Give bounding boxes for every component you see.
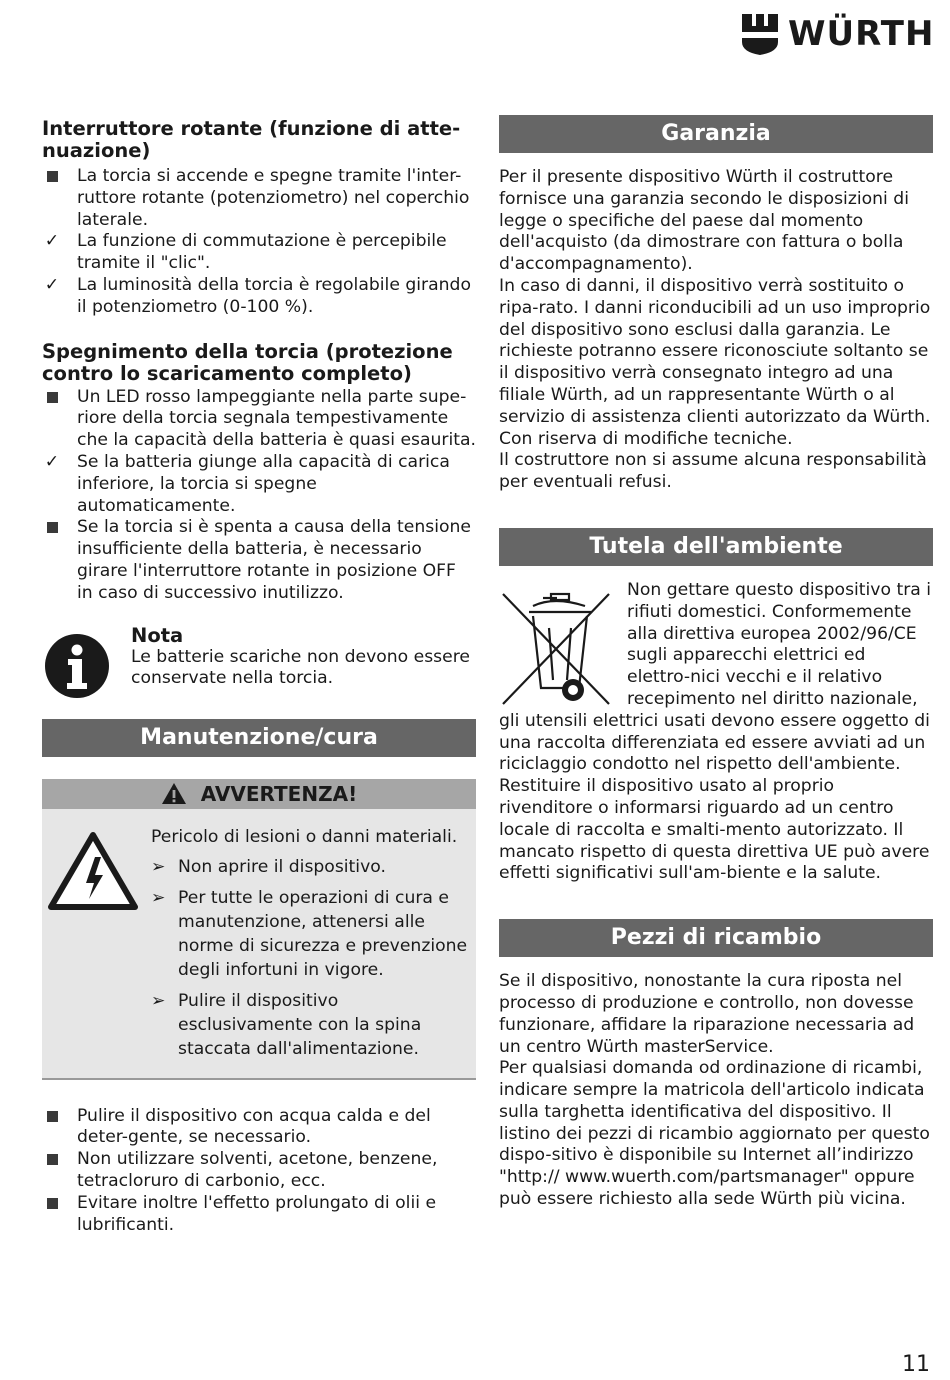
shutdown-list	[42, 387, 476, 605]
rotary-switch-list	[42, 166, 476, 319]
warning-list	[151, 855, 468, 1061]
warning-triangle-icon	[161, 782, 187, 805]
square-bullet-icon	[42, 1193, 62, 1216]
warranty-header: Garanzia	[499, 115, 933, 153]
list-item: ➢ Per tutte le operazioni di cura e manutenzione, attenersi alle norme di sicurezza e prevenzione degli infortuni in vigore.	[151, 887, 468, 980]
list-item: ✓ Se la batteria giunge alla capacità di carica inferiore, la torcia si spegne automaticamente.	[42, 452, 476, 517]
wurth-logo	[740, 12, 935, 58]
environment-section	[499, 580, 933, 885]
shutdown-heading: Spegnimento della torcia (protezione contro lo scaricamento completo)	[42, 339, 453, 385]
maintenance-header: Manutenzione/cura	[42, 719, 476, 757]
wurth-shield-icon	[740, 12, 780, 56]
list-item: Non utilizzare solventi, acetone, benzene, tetracloruro di carbonio, ecc.	[42, 1149, 476, 1193]
info-icon	[44, 633, 110, 699]
check-mark-icon: ✓	[44, 231, 60, 252]
list-item: La torcia si accende e spegne tramite l'inter-ruttore rotante (potenziometro) nel coperchio laterale.	[42, 166, 476, 231]
warranty-text	[499, 167, 933, 494]
crossed-bin-icon	[499, 588, 617, 708]
high-voltage-icon	[48, 831, 138, 911]
paragraph: Per qualsiasi domanda od ordinazione di ricambi, indicare sempre la matricola dell'articolo indicata sulla targhetta identificativa del dispositivo. Il listino dei pezzi di ricambio aggiornato per questo dispo-sitivo è disponibile su Internet all’indirizzo "http:// www.wuerth.com/partsmanager" oppure può essere richiesto alla sede Würth più vicina.	[499, 1058, 930, 1210]
list-item: Se la torcia si è spenta a causa della tensione insufficiente della batteria, è necessario girare l'interruttore rotante in posizione OFF in caso di successivo inutilizzo.	[42, 517, 476, 604]
square-bullet-icon	[42, 517, 62, 540]
check-mark-icon: ✓	[44, 451, 60, 472]
arrow-bullet-icon: ➢	[151, 990, 166, 1011]
left-column	[42, 118, 476, 1236]
warning-label: AVVERTENZA!	[200, 781, 358, 806]
warning-intro: Pericolo di lesioni o danni materiali.	[151, 826, 458, 847]
right-column	[499, 115, 933, 1211]
list-item: Un LED rosso lampeggiante nella parte supe-riore della torcia segnala tempestivamente che la capacità della batteria è quasi esaurita.	[42, 387, 476, 452]
spare-parts-text	[499, 971, 933, 1211]
check-mark-icon: ✓	[44, 274, 60, 295]
page-number: 11	[902, 1352, 930, 1377]
square-bullet-icon	[42, 1106, 62, 1129]
note-title: Nota	[131, 623, 184, 647]
environment-header: Tutela dell'ambiente	[499, 528, 933, 566]
arrow-bullet-icon: ➢	[151, 856, 166, 877]
square-bullet-icon	[42, 387, 62, 410]
maintenance-list	[42, 1106, 476, 1237]
list-item: ➢ Non aprire il dispositivo.	[151, 856, 386, 877]
brand-name: WÜRTH	[788, 14, 935, 54]
list-item: Evitare inoltre l'effetto prolungato di olii e lubrificanti.	[42, 1193, 476, 1237]
spare-parts-header: Pezzi di ricambio	[499, 919, 933, 957]
list-item: Pulire il dispositivo con acqua calda e del deter-gente, se necessario.	[42, 1106, 476, 1150]
square-bullet-icon	[42, 166, 62, 189]
paragraph: Se il dispositivo, nonostante la cura riposta nel processo di produzione e controllo, non dovesse funzionare, affidare la riparazione necessaria ad un centro Würth masterService.	[499, 971, 915, 1057]
list-item: ✓ La luminosità della torcia è regolabile girando il potenziometro (0-100 %).	[42, 275, 476, 319]
note-box	[42, 625, 476, 717]
paragraph: In caso di danni, il dispositivo verrà sostituito o ripa-rato. I danni riconducibili ad un uso improprio del dispositivo sono esclusi dalla garanzia. Le richieste potranno essere riconosciute soltanto se il dispositivo verrà consegnato integro ad una filiale Würth, ad un rappresentante Würth o al servizio di assistenza clienti autorizzato da Würth.	[499, 275, 931, 427]
square-bullet-icon	[42, 1149, 62, 1172]
warning-header	[42, 779, 476, 809]
paragraph: Con riserva di modifiche tecniche.	[499, 428, 793, 449]
list-item: ➢ Pulire il dispositivo esclusivamente con la spina staccata dall'alimentazione.	[151, 990, 422, 1059]
paragraph: Il costruttore non si assume alcuna responsabilità per eventuali refusi.	[499, 450, 927, 493]
warning-box	[42, 779, 476, 1080]
environment-text: Non gettare questo dispositivo tra i rifiuti domestici. Conformemente alla direttiva europea 2002/96/CE sugli apparecchi elettrici ed elettro-nici vecchi e il relativo recepimento nel diritto nazionale, gli utensili elettrici usati devono essere oggetto di una raccolta differenziata ed essere avviati ad un riciclaggio condotto nel rispetto dell'ambiente. Restituire il dispositivo usato al proprio rivenditore o informarsi riguardo ad un centro locale di raccolta e smalti-mento autorizzato. Il mancato rispetto di questa direttiva UE può avere effetti significativi sull'am-biente e la salute.	[499, 579, 932, 884]
arrow-bullet-icon: ➢	[151, 887, 166, 908]
note-text: Le batterie scariche non devono essere conservate nella torcia.	[131, 646, 470, 689]
list-item: ✓ La funzione di commutazione è percepibile tramite il "clic".	[42, 231, 476, 275]
paragraph: Per il presente dispositivo Würth il costruttore fornisce una garanzia secondo le disposizioni di legge o specifiche del paese dal momento dell'acquisto (da dimostrare con fattura o bolla d'accompagnamento).	[499, 167, 909, 275]
rotary-switch-heading: Interruttore rotante (funzione di atte-nuazione)	[42, 117, 461, 162]
